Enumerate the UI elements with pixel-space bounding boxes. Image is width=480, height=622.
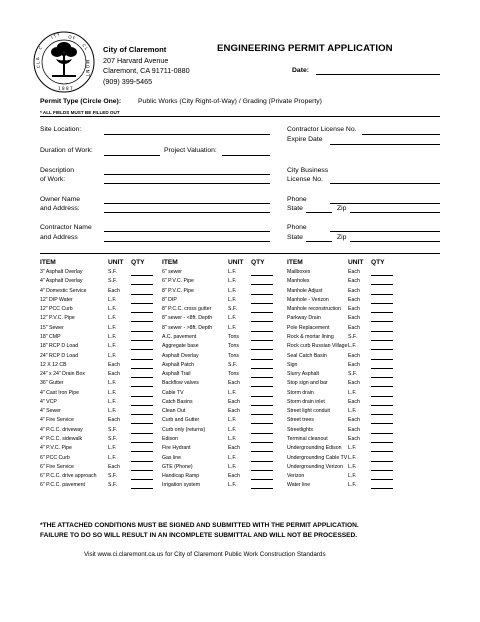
table-cell-qty-field[interactable]	[371, 331, 393, 332]
table-cell-unit: L.F.	[108, 333, 117, 340]
contractor-license-label: Contractor License No.	[287, 126, 357, 133]
table-cell-item: A.C. pavement	[162, 333, 197, 340]
table-cell-unit: Each	[348, 306, 360, 313]
table-cell-item: 8" P.V.C. Pipe	[162, 287, 194, 294]
expire-date-label: Expire Date	[287, 136, 323, 143]
table-cell-qty-field[interactable]	[131, 377, 153, 378]
table-cell-unit: L.F.	[228, 389, 237, 396]
table-cell-unit: L.F.	[108, 380, 117, 387]
table-cell-qty-field[interactable]	[371, 461, 393, 462]
contractor-license-field[interactable]	[362, 134, 440, 135]
table-cell-qty-field[interactable]	[131, 442, 153, 443]
table-cell-item: Asphalt Trail	[162, 371, 191, 378]
table-cell-item: Cable TV	[162, 389, 184, 396]
table-cell-item: 24" RCP D Load	[40, 352, 79, 359]
table-cell-qty-field[interactable]	[371, 405, 393, 406]
table-cell-qty-field[interactable]	[251, 433, 273, 434]
table-cell-qty-field[interactable]	[251, 488, 273, 489]
svg-text:I T Y: I T Y	[50, 31, 61, 40]
table-cell-qty-field[interactable]	[251, 312, 273, 313]
org-phone: (909) 399-5465	[103, 76, 153, 86]
table-cell-item: Rock & mortar lining	[287, 333, 334, 340]
table-cell-qty-field[interactable]	[371, 377, 393, 378]
table-cell-item: 4" Domestic Service	[40, 287, 87, 294]
table-cell-qty-field[interactable]	[251, 284, 273, 285]
table-cell-qty-field[interactable]	[131, 368, 153, 369]
contractor-address-label: and Address	[40, 234, 78, 241]
table-cell-qty-field[interactable]	[251, 349, 273, 350]
table-cell-unit: Each	[228, 398, 240, 405]
table-cell-qty-field[interactable]	[251, 451, 273, 452]
table-cell-unit: S.F.	[108, 278, 117, 285]
owner-name-field[interactable]	[104, 203, 270, 204]
table-cell-item: Sign	[287, 361, 298, 368]
table-cell-unit: Each	[348, 436, 360, 443]
table-cell-qty-field[interactable]	[371, 284, 393, 285]
table-cell-unit: Each	[348, 296, 360, 303]
table-cell-qty-field[interactable]	[131, 461, 153, 462]
table-cell-unit: L.F.	[228, 463, 237, 470]
table-cell-unit: Each	[348, 352, 360, 359]
table-cell-qty-field[interactable]	[371, 275, 393, 276]
form-title: ENGINEERING PERMIT APPLICATION	[217, 43, 393, 54]
owner-zip-label: Zip	[337, 205, 347, 212]
table-cell-item: Manhole reconstruction	[287, 306, 341, 313]
table-header-unit: UNIT	[348, 259, 364, 266]
contractor-phone-label: Phone	[287, 224, 307, 231]
table-cell-qty-field[interactable]	[371, 386, 393, 387]
table-cell-qty-field[interactable]	[371, 312, 393, 313]
city-business-label-1: City Business	[287, 167, 329, 174]
org-name: City of Claremont	[103, 45, 167, 54]
table-cell-item: 12" PCC Curb	[40, 306, 73, 313]
table-cell-item: GTE (Phone)	[162, 463, 193, 470]
table-cell-item: Gas line	[162, 454, 182, 461]
table-cell-item: 6" Fire Service	[40, 463, 74, 470]
table-cell-qty-field[interactable]	[251, 442, 273, 443]
table-cell-unit: L.F.	[228, 324, 237, 331]
table-cell-unit: L.F.	[348, 408, 357, 415]
table-cell-qty-field[interactable]	[131, 414, 153, 415]
table-cell-unit: Each	[108, 371, 120, 378]
table-cell-unit: L.F.	[228, 436, 237, 443]
table-cell-item: 6" sewer	[162, 269, 183, 275]
table-header-item: ITEM	[287, 259, 303, 266]
table-cell-item: Handicap Ramp	[162, 473, 200, 480]
table-cell-unit: S.F.	[228, 361, 237, 368]
table-cell-unit: L.F.	[228, 454, 237, 461]
table-cell-unit: L.F.	[108, 408, 117, 415]
table-cell-unit: L.F.	[228, 269, 237, 275]
table-cell-item: Street light conduit	[287, 408, 330, 415]
table-cell-unit: Each	[108, 417, 120, 424]
table-cell-item: Asphalt Patch	[162, 361, 195, 368]
table-cell-qty-field[interactable]	[371, 349, 393, 350]
table-cell-qty-field[interactable]	[131, 488, 153, 489]
table-cell-unit: Each	[348, 380, 360, 387]
table-cell-item: Curb only (returns)	[162, 426, 206, 433]
table-cell-qty-field[interactable]	[371, 359, 393, 360]
table-cell-qty-field[interactable]	[131, 359, 153, 360]
table-cell-item: 36" Gutter	[40, 380, 64, 387]
table-cell-qty-field[interactable]	[251, 340, 273, 341]
permit-type-options[interactable]: Public Works (City Right-of-Way) / Grading (Private Property)	[138, 98, 322, 105]
table-cell-unit: L.F.	[228, 417, 237, 424]
table-cell-item: 6" P.C.C. pavement	[40, 482, 85, 489]
table-cell-item: Backflow valves	[162, 380, 199, 387]
table-cell-qty-field[interactable]	[131, 321, 153, 322]
table-cell-unit: L.F.	[348, 454, 357, 461]
table-cell-item: 8" DIP	[162, 296, 177, 303]
svg-text:C L: C L	[81, 42, 90, 51]
table-cell-item: Clean Out	[162, 408, 186, 415]
description-label-2: of Work:	[40, 176, 66, 183]
table-cell-unit: L.F.	[228, 426, 237, 433]
table-cell-item: Aggregate base	[162, 343, 199, 350]
table-cell-unit: L.F.	[348, 463, 357, 470]
table-header-qty: QTY	[371, 259, 385, 266]
contractor-state-field[interactable]	[306, 241, 332, 242]
table-cell-item: 6" P.V.C. Pipe	[162, 278, 194, 285]
owner-address-label: and Address:	[40, 205, 80, 212]
contractor-name-label: Contractor Name	[40, 224, 92, 231]
table-cell-unit: L.F.	[348, 343, 357, 350]
table-cell-item: Manhole - Verizon	[287, 296, 329, 303]
city-seal-logo	[32, 30, 96, 94]
table-cell-qty-field[interactable]	[131, 340, 153, 341]
table-cell-item: Slurry Asphalt	[287, 371, 320, 378]
table-cell-item: Storm drain inlet	[287, 398, 325, 405]
table-cell-qty-field[interactable]	[251, 423, 273, 424]
svg-text:M O N T: M O N T	[85, 60, 90, 77]
table-header-item: ITEM	[162, 259, 178, 266]
table-cell-item: Streetlights	[287, 426, 313, 433]
table-cell-item: 4" P.V.C. Pipe	[40, 445, 72, 452]
table-cell-unit: L.F.	[348, 473, 357, 480]
table-cell-unit: Each	[348, 324, 360, 331]
table-cell-qty-field[interactable]	[371, 470, 393, 471]
table-cell-unit: Each	[108, 361, 120, 368]
table-cell-qty-field[interactable]	[131, 423, 153, 424]
table-cell-unit: L.F.	[228, 296, 237, 303]
table-cell-qty-field[interactable]	[371, 368, 393, 369]
table-header-unit: UNIT	[228, 259, 244, 266]
svg-text:C: C	[37, 45, 44, 51]
table-cell-item: 12" P.V.C. Pipe	[40, 315, 75, 322]
svg-text:C L A: C L A	[35, 57, 41, 69]
table-cell-qty-field[interactable]	[371, 488, 393, 489]
table-cell-qty-field[interactable]	[371, 414, 393, 415]
table-cell-qty-field[interactable]	[251, 414, 273, 415]
table-header-unit: UNIT	[108, 259, 124, 266]
table-cell-unit: L.F.	[108, 389, 117, 396]
table-cell-item: Parkway Drain	[287, 315, 321, 322]
table-cell-item: Verizon	[287, 473, 305, 480]
table-cell-unit: L.F.	[108, 296, 117, 303]
table-cell-qty-field[interactable]	[371, 479, 393, 480]
project-valuation-field[interactable]	[222, 155, 270, 156]
table-cell-item: 18" RCP D Load	[40, 343, 79, 350]
contractor-address-field[interactable]	[104, 241, 270, 242]
table-cell-item: 6" PCC Curb	[40, 454, 70, 461]
table-cell-item: Fire Hydrant	[162, 445, 191, 452]
svg-text:1 8 8 7: 1 8 8 7	[58, 86, 73, 91]
table-cell-unit: Each	[228, 380, 240, 387]
table-cell-qty-field[interactable]	[251, 396, 273, 397]
table-cell-item: Irrigation system	[162, 482, 201, 489]
table-cell-qty-field[interactable]	[131, 331, 153, 332]
table-cell-qty-field[interactable]	[371, 451, 393, 452]
table-cell-item: 4" Cast Iron Pipe	[40, 389, 80, 396]
table-cell-item: Undergrounding Edison	[287, 445, 342, 452]
table-cell-qty-field[interactable]	[371, 340, 393, 341]
table-cell-item: 8" P.C.C. cross gutter	[162, 306, 212, 313]
table-cell-unit: L.F.	[108, 343, 117, 350]
permit-type-label: Permit Type (Circle One):	[40, 98, 122, 105]
contractor-zip-field[interactable]	[350, 241, 440, 242]
table-cell-item: 4" Sewer	[40, 408, 61, 415]
table-cell-item: 8" sewer - <8ft. Depth	[162, 315, 213, 322]
owner-state-field[interactable]	[306, 212, 332, 213]
table-cell-unit: L.F.	[228, 278, 237, 285]
table-cell-item: Stop sign and bar	[287, 380, 328, 387]
table-cell-qty-field[interactable]	[131, 433, 153, 434]
table-cell-unit: L.F.	[108, 398, 117, 405]
table-cell-qty-field[interactable]	[371, 423, 393, 424]
table-cell-qty-field[interactable]	[251, 377, 273, 378]
site-location-field[interactable]	[104, 134, 270, 135]
table-cell-item: Manhole Adjust	[287, 287, 323, 294]
table-cell-item: 18" CMP	[40, 333, 61, 340]
table-cell-item: Asphalt Overlay	[162, 352, 199, 359]
table-cell-qty-field[interactable]	[371, 303, 393, 304]
table-cell-qty-field[interactable]	[131, 284, 153, 285]
table-cell-item: Edison	[162, 436, 178, 443]
table-cell-item: Seal Catch Basin	[287, 352, 327, 359]
table-header-qty: QTY	[251, 259, 265, 266]
table-cell-qty-field[interactable]	[251, 368, 273, 369]
conditions-note-line-2: FAILURE TO DO SO WILL RESULT IN AN INCOMPLETE SUBMITTAL AND WILL NOT BE PROCESSED.	[40, 532, 358, 539]
table-cell-item: Curb and Gutter	[162, 417, 200, 424]
table-cell-qty-field[interactable]	[251, 321, 273, 322]
description-label-1: Description	[40, 167, 74, 174]
table-cell-unit: Tons	[228, 333, 239, 340]
table-cell-unit: L.F.	[108, 306, 117, 313]
table-cell-qty-field[interactable]	[131, 396, 153, 397]
table-cell-unit: L.F.	[108, 315, 117, 322]
table-cell-qty-field[interactable]	[131, 451, 153, 452]
table-cell-item: Mailboxes	[287, 269, 311, 275]
description-field-1[interactable]	[104, 174, 270, 175]
table-cell-qty-field[interactable]	[371, 294, 393, 295]
table-cell-item: 12 X 12 CB	[40, 361, 67, 368]
table-cell-unit: Each	[228, 445, 240, 452]
table-cell-item: 3" Asphalt Overlay	[40, 269, 83, 275]
table-cell-item: Undergrounding Cable TV	[287, 454, 348, 461]
city-business-license-field[interactable]	[330, 183, 440, 184]
owner-zip-field[interactable]	[350, 212, 440, 213]
table-cell-item: Pole Replacement	[287, 324, 330, 331]
table-cell-qty-field[interactable]	[131, 275, 153, 276]
table-cell-item: 4" Fire Service	[40, 417, 74, 424]
table-cell-unit: L.F.	[228, 287, 237, 294]
table-cell-qty-field[interactable]	[131, 303, 153, 304]
table-cell-unit: Each	[108, 287, 120, 294]
table-cell-unit: Each	[108, 463, 120, 470]
site-location-label: Site Location:	[40, 126, 82, 133]
table-cell-item: 4" VCP	[40, 398, 57, 405]
table-cell-unit: Tons	[228, 371, 239, 378]
table-cell-unit: S.F.	[108, 482, 117, 489]
owner-phone-field[interactable]	[330, 203, 440, 204]
table-cell-qty-field[interactable]	[251, 461, 273, 462]
table-cell-qty-field[interactable]	[131, 294, 153, 295]
table-cell-unit: Each	[228, 408, 240, 415]
owner-address-field[interactable]	[104, 212, 270, 213]
table-cell-unit: Each	[348, 315, 360, 322]
divider-top	[40, 116, 440, 117]
table-header-qty: QTY	[131, 259, 145, 266]
table-cell-qty-field[interactable]	[131, 349, 153, 350]
table-cell-unit: L.F.	[228, 482, 237, 489]
table-cell-unit: Each	[228, 473, 240, 480]
table-cell-qty-field[interactable]	[251, 303, 273, 304]
table-cell-item: 4" P.C.C. sidewalk	[40, 436, 83, 443]
table-cell-item: 4" Asphalt Overlay	[40, 278, 83, 285]
contractor-name-field[interactable]	[104, 231, 270, 232]
duration-label: Duration of Work:	[40, 147, 93, 154]
table-cell-qty-field[interactable]	[371, 442, 393, 443]
contractor-state-label: State	[287, 234, 303, 241]
date-label: Date:	[292, 67, 309, 74]
table-cell-qty-field[interactable]	[251, 331, 273, 332]
owner-state-label: State	[287, 205, 303, 212]
table-cell-unit: Each	[348, 269, 360, 275]
table-cell-item: Street trees	[287, 417, 314, 424]
table-cell-unit: S.F.	[108, 426, 117, 433]
table-cell-unit: Each	[348, 278, 360, 285]
table-header-item: ITEM	[40, 259, 56, 266]
contractor-phone-field[interactable]	[330, 231, 440, 232]
table-cell-unit: L.F.	[348, 445, 357, 452]
table-cell-item: 6" P.C.C. drive approach	[40, 473, 97, 480]
table-cell-qty-field[interactable]	[371, 321, 393, 322]
table-cell-unit: Each	[348, 426, 360, 433]
table-cell-qty-field[interactable]	[131, 405, 153, 406]
table-cell-unit: S.F.	[348, 371, 357, 378]
duration-field[interactable]	[104, 155, 160, 156]
conditions-note	[40, 521, 359, 541]
table-cell-item: 4" P.C.C. driveway	[40, 426, 83, 433]
table-cell-qty-field[interactable]	[371, 433, 393, 434]
contractor-zip-label: Zip	[337, 234, 347, 241]
divider-table	[40, 253, 440, 254]
table-cell-item: Undergrounding Verizon	[287, 463, 343, 470]
table-cell-item: 24" x 24" Drain Box	[40, 371, 85, 378]
table-cell-item: 12" DIP Water	[40, 296, 73, 303]
table-cell-unit: L.F.	[348, 389, 357, 396]
table-cell-unit: S.F.	[108, 436, 117, 443]
expire-date-field[interactable]	[330, 144, 440, 145]
description-field-2[interactable]	[104, 183, 270, 184]
table-cell-item: Terminal cleanout	[287, 436, 328, 443]
table-cell-unit: Tons	[228, 352, 239, 359]
owner-name-label: Owner Name	[40, 196, 81, 203]
table-cell-qty-field[interactable]	[251, 294, 273, 295]
project-valuation-label: Project Valuation:	[164, 147, 217, 154]
table-cell-unit: L.F.	[108, 324, 117, 331]
table-cell-qty-field[interactable]	[131, 470, 153, 471]
table-cell-unit: S.F.	[108, 473, 117, 480]
table-cell-unit: Each	[348, 361, 360, 368]
table-cell-unit: Tons	[228, 343, 239, 350]
table-cell-qty-field[interactable]	[251, 359, 273, 360]
table-cell-unit: L.F.	[108, 352, 117, 359]
table-cell-qty-field[interactable]	[131, 312, 153, 313]
address-line-1: 207 Harvard Avenue	[103, 55, 169, 65]
table-cell-qty-field[interactable]	[371, 396, 393, 397]
svg-text:O F: O F	[67, 34, 76, 41]
table-cell-unit: S.F.	[348, 333, 357, 340]
table-cell-qty-field[interactable]	[251, 405, 273, 406]
table-cell-unit: L.F.	[228, 315, 237, 322]
city-business-label-2: License No.	[287, 176, 323, 183]
footer-standards-link[interactable]: Visit www.ci.claremont.ca.us for City of Claremont Public Work Construction Standards	[84, 551, 326, 558]
table-cell-item: Storm drain	[287, 389, 314, 396]
table-cell-unit: S.F.	[108, 269, 117, 275]
date-field[interactable]	[316, 74, 440, 75]
table-cell-qty-field[interactable]	[131, 479, 153, 480]
table-cell-unit: L.F.	[108, 454, 117, 461]
table-cell-item: Water line	[287, 482, 311, 489]
table-cell-qty-field[interactable]	[251, 479, 273, 480]
table-cell-unit: L.F.	[108, 445, 117, 452]
table-cell-item: Rock curb Russian Village	[287, 343, 348, 350]
table-cell-unit: Each	[348, 398, 360, 405]
table-cell-qty-field[interactable]	[251, 275, 273, 276]
address-line-2: Claremont, CA 91711-0880	[103, 66, 190, 75]
owner-phone-label: Phone	[287, 196, 307, 203]
table-cell-unit: Each	[348, 287, 360, 294]
table-cell-item: Catch Basins	[162, 398, 193, 405]
table-cell-qty-field[interactable]	[131, 386, 153, 387]
required-fields-note: * ALL FIELDS MUST BE FILLED OUT	[40, 110, 120, 115]
table-cell-qty-field[interactable]	[251, 470, 273, 471]
city-address-block	[103, 45, 190, 87]
table-cell-qty-field[interactable]	[251, 386, 273, 387]
conditions-note-line-1: *THE ATTACHED CONDITIONS MUST BE SIGNED AND SUBMITTED WITH THE PERMIT APPLICATION.	[40, 522, 359, 529]
table-cell-unit: Each	[348, 417, 360, 424]
table-cell-unit: S.F.	[228, 306, 237, 313]
table-cell-item: Manholes	[287, 278, 310, 285]
table-cell-unit: L.F.	[348, 482, 357, 489]
table-cell-item: 15" Sewer	[40, 324, 64, 331]
table-cell-item: 8" sewer - >8ft. Depth	[162, 324, 213, 331]
